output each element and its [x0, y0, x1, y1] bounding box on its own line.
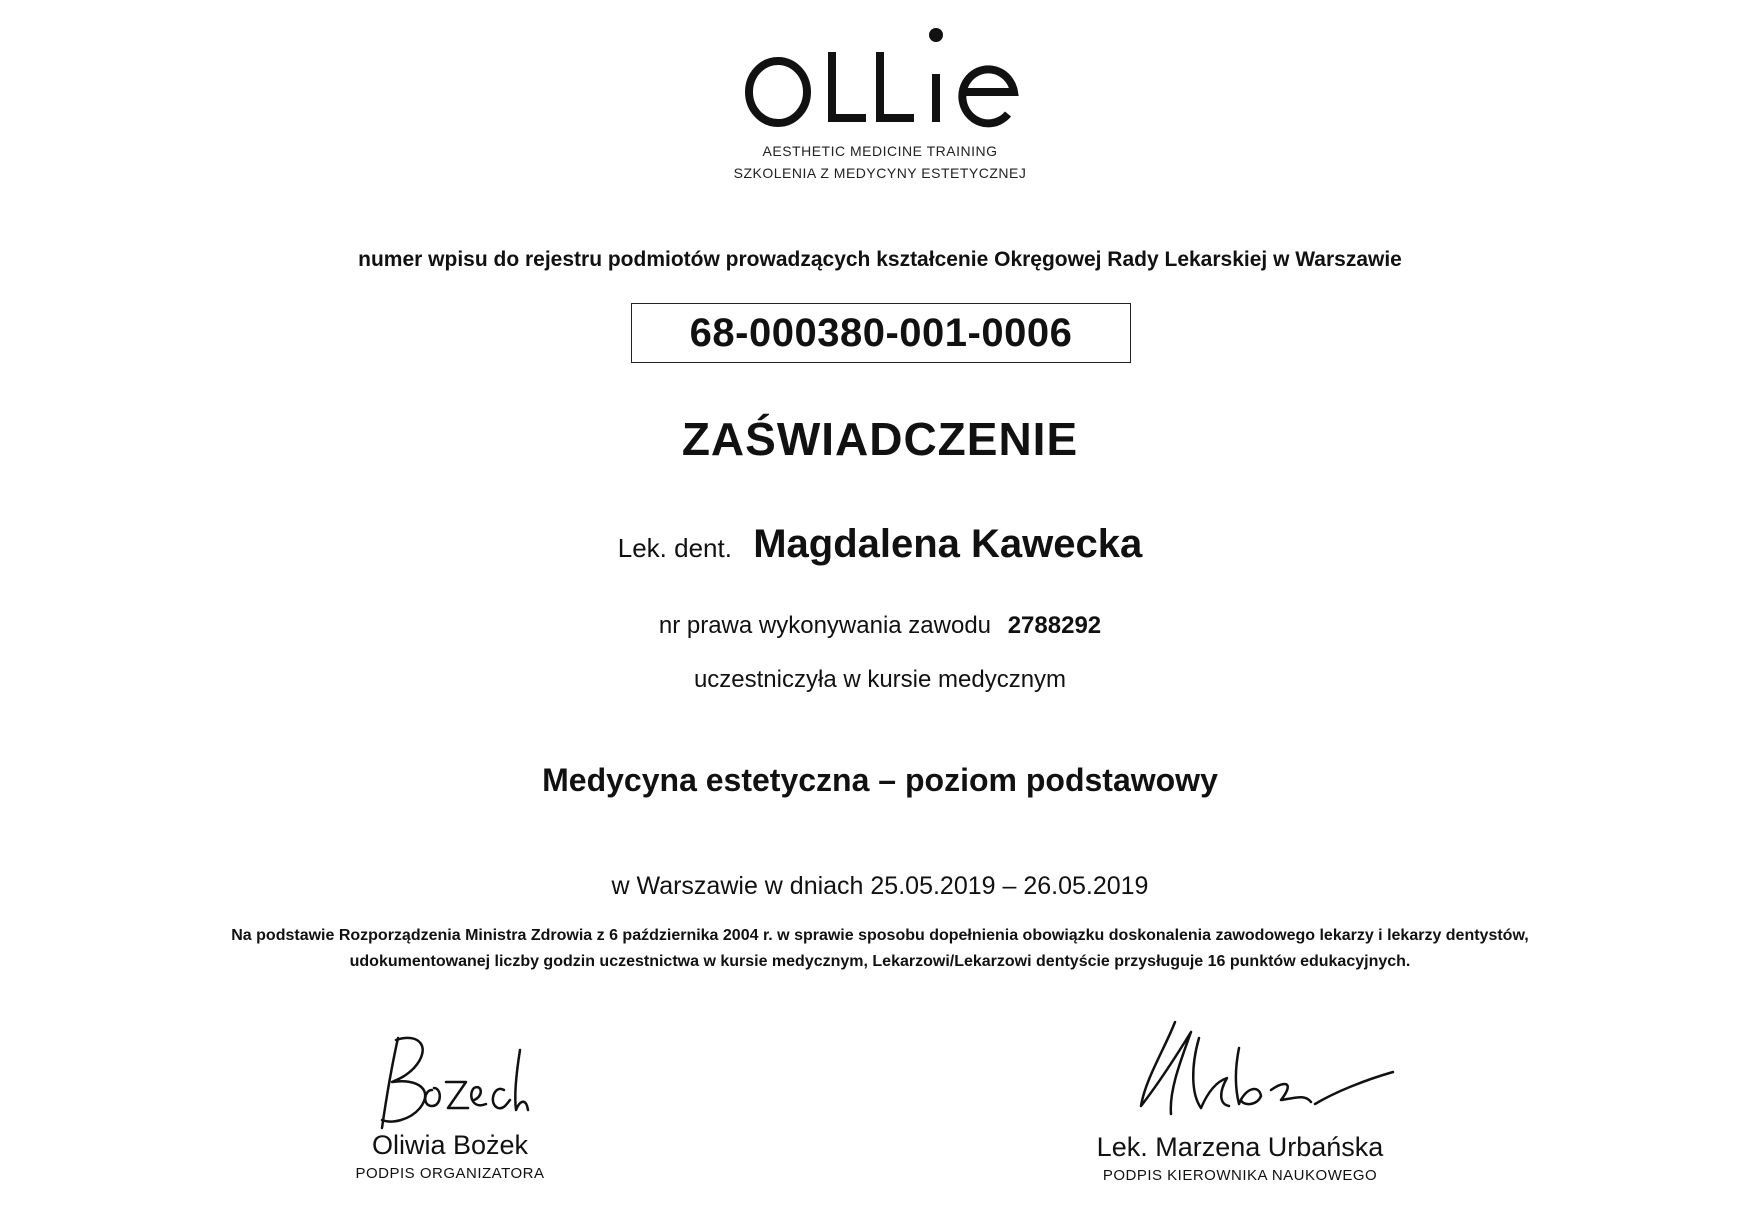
recipient-line — [0, 522, 1740, 567]
license-line — [0, 612, 1740, 640]
scientific-director-role: PODPIS KIEROWNIKA NAUKOWEGO — [1102, 1167, 1378, 1184]
license-number: 2788292 — [1007, 612, 1102, 639]
register-caption: numer wpisu do rejestru podmiotów prowadzących kształcenie Okręgowej Rady Lekarskiej w Warszawie — [358, 248, 1402, 271]
recipient-prefix: Lek. dent. — [617, 533, 732, 563]
scientific-director-signature — [1135, 1018, 1395, 1128]
ollie-logo — [740, 22, 1030, 132]
certificate-title: ZAŚWIADCZENIE — [681, 413, 1079, 465]
scientific-director-name: Lek. Marzena Urbańska — [1096, 1132, 1384, 1162]
license-label: nr prawa wykonywania zawodu — [658, 612, 992, 639]
legal-notice — [0, 923, 1740, 975]
legal-line-2: udokumentowanej liczby godzin uczestnictwa w kursie medycznym, Lekarzowi/Lekarzowi dentyście przysługuje 16 punktów edukacyjnych. — [349, 953, 1411, 970]
tagline-en: AESTHETIC MEDICINE TRAINING — [762, 143, 998, 159]
register-number: 68-000380-001-0006 — [689, 310, 1073, 355]
register-number-box — [631, 303, 1131, 363]
course-title: Medycyna estetyczna – poziom podstawowy — [542, 762, 1218, 798]
attendance-text: uczestniczyła w kursie medycznym — [693, 666, 1067, 693]
tagline-pl: SZKOLENIA Z MEDYCYNY ESTETYCZNEJ — [733, 165, 1027, 181]
ollie-logo-mark — [740, 22, 1030, 132]
organizer-name: Oliwia Bożek — [371, 1130, 529, 1160]
recipient-name: Magdalena Kawecka — [753, 522, 1143, 566]
organizer-signature-block — [310, 1130, 590, 1182]
organizer-signature — [370, 1030, 530, 1135]
scientific-director-signature-block — [1050, 1132, 1430, 1184]
legal-line-1: Na podstawie Rozporządzenia Ministra Zdrowia z 6 października 2004 r. w sprawie sposobu dopełnienia obowiązku doskonalenia zawodowego lekarzy i lekarzy dentystów, — [231, 927, 1529, 944]
course-dates: w Warszawie w dniach 25.05.2019 – 26.05.2019 — [611, 872, 1149, 900]
organizer-role: PODPIS ORGANIZATORA — [355, 1165, 545, 1182]
